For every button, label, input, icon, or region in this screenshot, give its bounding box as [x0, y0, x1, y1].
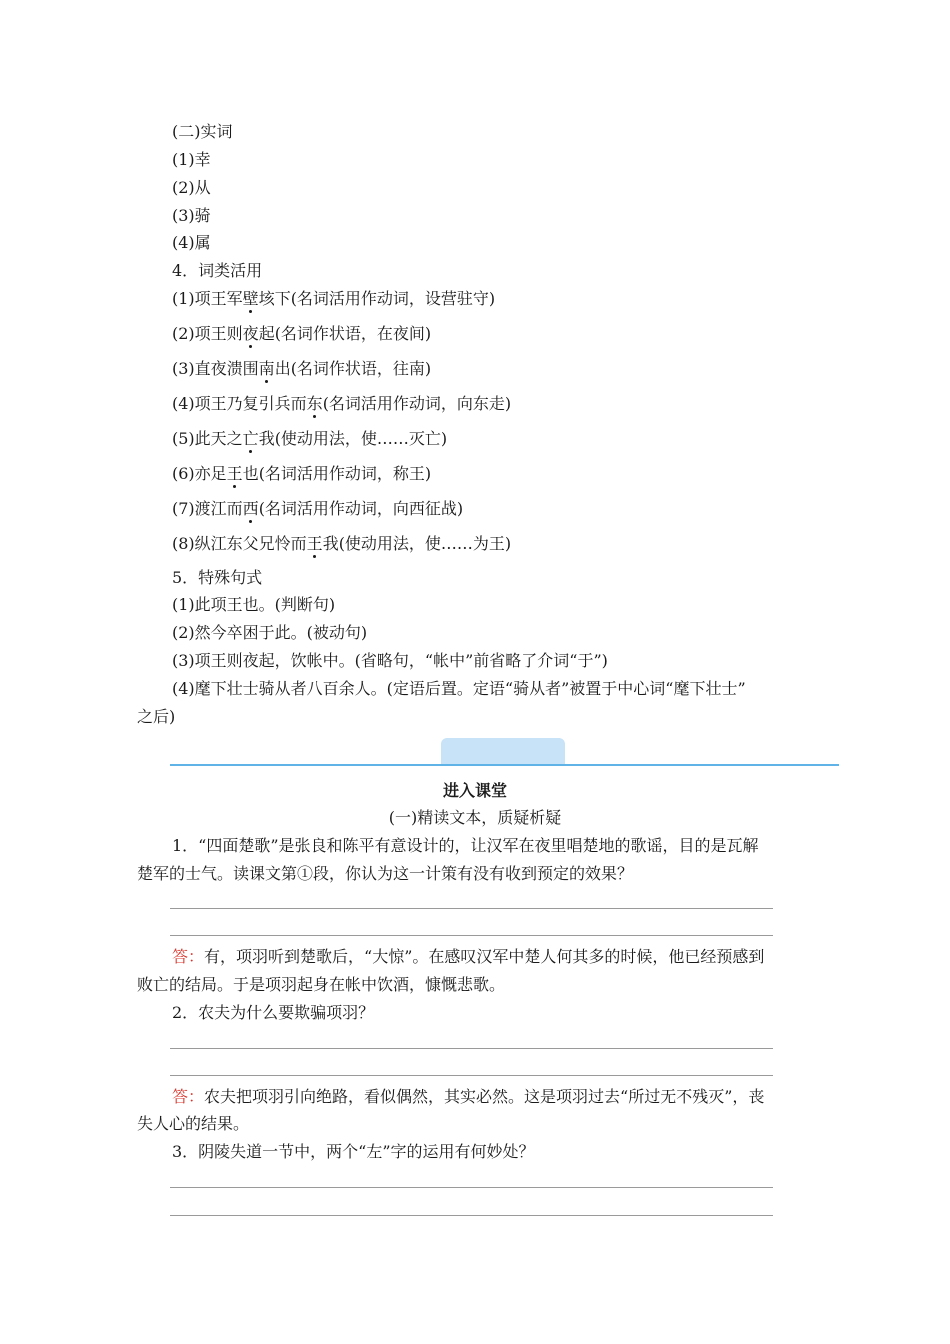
- emphasis-char: 东: [306, 394, 323, 413]
- section-tab: [441, 738, 565, 764]
- answer-text: 答：农夫把项羽引向绝路，看似偶然，其实必然。这是项羽过去“所过无不残灭”，丧: [172, 1087, 765, 1106]
- list-item: (3)直夜溃围南出(名词作状语，往南): [172, 359, 432, 378]
- list-item: (8)纵江东父兄怜而王我(使动用法，使……为王): [172, 534, 512, 553]
- list-item: (1)此项王也。(判断句): [172, 595, 336, 614]
- answer-line: [170, 1075, 773, 1076]
- list-item: (2)然今卒困于此。(被动句): [172, 623, 368, 642]
- list-item: (7)渡江而西(名词活用作动词，向西征战): [172, 499, 464, 518]
- answer-label: 答：: [172, 1087, 205, 1106]
- list-item: (6)亦足王也(名词活用作动词，称王): [172, 464, 432, 483]
- content-words-heading: (二)实词: [172, 122, 233, 141]
- answer-text: 失人心的结果。: [137, 1114, 250, 1133]
- section-subtitle: (一)精读文本，质疑析疑: [388, 808, 562, 827]
- question-text: 2．农夫为什么要欺骗项羽？: [172, 1003, 375, 1022]
- emphasis-char: 王: [226, 464, 243, 483]
- section-divider: [170, 764, 839, 766]
- emphasis-char: 亡: [242, 429, 259, 448]
- word-class-heading: 4．词类活用: [172, 261, 263, 280]
- question-text: 楚军的士气。读课文第①段，你认为这一计策有没有收到预定的效果？: [137, 864, 634, 883]
- list-item: (1)项王军壁垓下(名词活用作动词，设营驻守): [172, 289, 496, 308]
- answer-text: 答：有，项羽听到楚歌后，“大惊”。在感叹汉军中楚人何其多的时候，他已经预感到: [172, 947, 765, 966]
- list-item: (3)骑: [172, 206, 211, 225]
- answer-line: [170, 935, 773, 936]
- section-title: 进入课堂: [442, 781, 507, 800]
- answer-line: [170, 908, 773, 909]
- emphasis-char: 壁: [242, 289, 259, 308]
- answer-line: [170, 1187, 773, 1188]
- list-item: (5)此天之亡我(使动用法，使……灭亡): [172, 429, 448, 448]
- list-item: (4)麾下壮士骑从者八百余人。(定语后置。定语“骑从者”被置于中心词“麾下壮士”: [172, 679, 746, 698]
- list-item: (3)项王则夜起，饮帐中。(省略句，“帐中”前省略了介词“于”): [172, 651, 608, 670]
- list-item: (2)从: [172, 178, 211, 197]
- list-item: (1)幸: [172, 150, 211, 169]
- answer-text: 败亡的结局。于是项羽起身在帐中饮酒，慷慨悲歌。: [137, 975, 506, 994]
- emphasis-char: 西: [242, 499, 259, 518]
- emphasis-char: 王: [306, 534, 323, 553]
- special-heading: 5．特殊句式: [172, 568, 263, 587]
- emphasis-char: 夜: [242, 324, 259, 343]
- list-item: (2)项王则夜起(名词作状语，在夜间): [172, 324, 432, 343]
- answer-line: [170, 1215, 773, 1216]
- answer-line: [170, 1048, 773, 1049]
- emphasis-char: 南: [258, 359, 275, 378]
- list-item-continuation: 之后): [137, 707, 176, 726]
- question-text: 1．“四面楚歌”是张良和陈平有意设计的，让汉军在夜里唱楚地的歌谣，目的是瓦解: [172, 836, 759, 855]
- list-item: (4)属: [172, 233, 211, 252]
- list-item: (4)项王乃复引兵而东(名词活用作动词，向东走): [172, 394, 512, 413]
- question-text: 3．阴陵失道一节中，两个“左”字的运用有何妙处？: [172, 1142, 535, 1161]
- answer-label: 答：: [172, 947, 205, 966]
